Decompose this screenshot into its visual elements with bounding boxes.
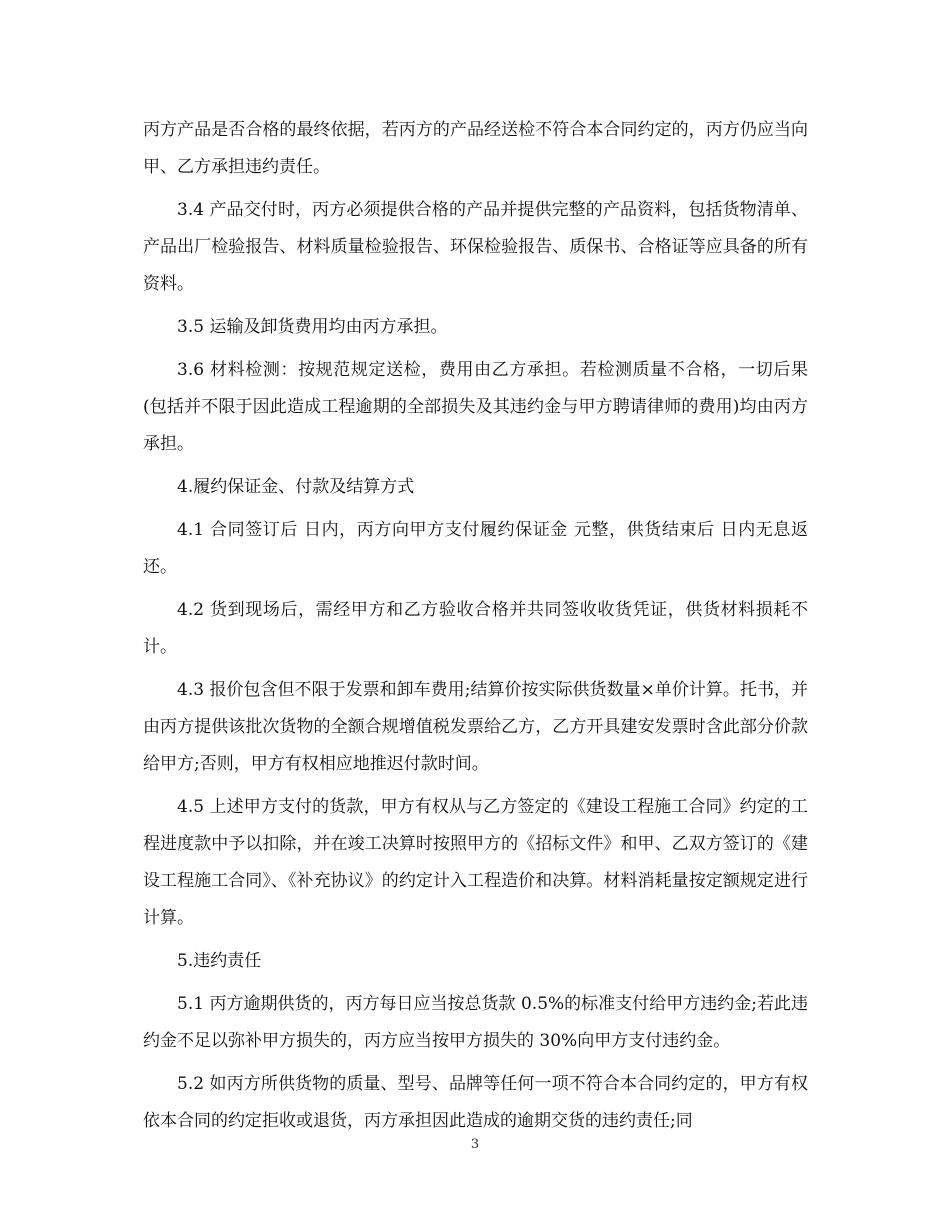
paragraph-4-5: 4.5 上述甲方支付的货款，甲方有权从与乙方签定的《建设工程施工合同》约定的工程进度款中予以扣除，并在竣工决算时按照甲方的《招标文件》和甲、乙双方签订的《建设工程施工合同》、《补充协议》的约定计入工程造价和决算。材料消耗量按定额规定进行计算。: [143, 797, 808, 928]
paragraph-5-1: 5.1 丙方逾期供货的，丙方每日应当按总货款 0.5%的标准支付给甲方违约金;若此违约金不足以弥补甲方损失的，丙方应当按甲方损失的 30%向甲方支付违约金。: [143, 994, 808, 1051]
paragraph-4-1: 4.1 合同签订后 日内，丙方向甲方支付履约保证金 元整，供货结束后 日内无息返还。: [143, 520, 808, 577]
paragraph-3-4: 3.4 产品交付时，丙方必须提供合格的产品并提供完整的产品资料，包括货物清单、产品出厂检验报告、材料质量检验报告、环保检验报告、质保书、合格证等应具备的所有资料。: [143, 200, 808, 294]
paragraph-continuation: 丙方产品是否合格的最终依据，若丙方的产品经送检不符合本合同约定的，丙方仍应当向甲、乙方承担违约责任。: [143, 120, 808, 177]
paragraph-4-3: 4.3 报价包含但不限于发票和卸车费用;结算价按实际供货数量×单价计算。托书，并由丙方提供该批次货物的全额合规增值税发票给乙方，乙方开具建安发票时含此部分价款给甲方;否则，甲方有权相应地推迟付款时间。: [143, 680, 808, 774]
section-heading-4: 4.履约保证金、付款及结算方式: [177, 477, 415, 497]
section-heading-5: 5.违约责任: [177, 951, 262, 971]
paragraph-3-6: 3.6 材料检测：按规范规定送检，费用由乙方承担。若检测质量不合格，一切后果(包括并不限于因此造成工程逾期的全部损失及其违约金与甲方聘请律师的费用)均由丙方承担。: [143, 360, 808, 454]
page-number: 3: [470, 1137, 480, 1152]
document-body: [143, 112, 808, 1146]
paragraph-4-2: 4.2 货到现场后，需经甲方和乙方验收合格并共同签收收货凭证，供货材料损耗不计。: [143, 600, 808, 657]
paragraph-3-5: 3.5 运输及卸货费用均由丙方承担。: [177, 317, 448, 337]
paragraph-5-2: 5.2 如丙方所供货物的质量、型号、品牌等任何一项不符合本合同约定的，甲方有权依本合同的约定拒收或退货，丙方承担因此造成的逾期交货的违约责任;同: [143, 1074, 808, 1131]
